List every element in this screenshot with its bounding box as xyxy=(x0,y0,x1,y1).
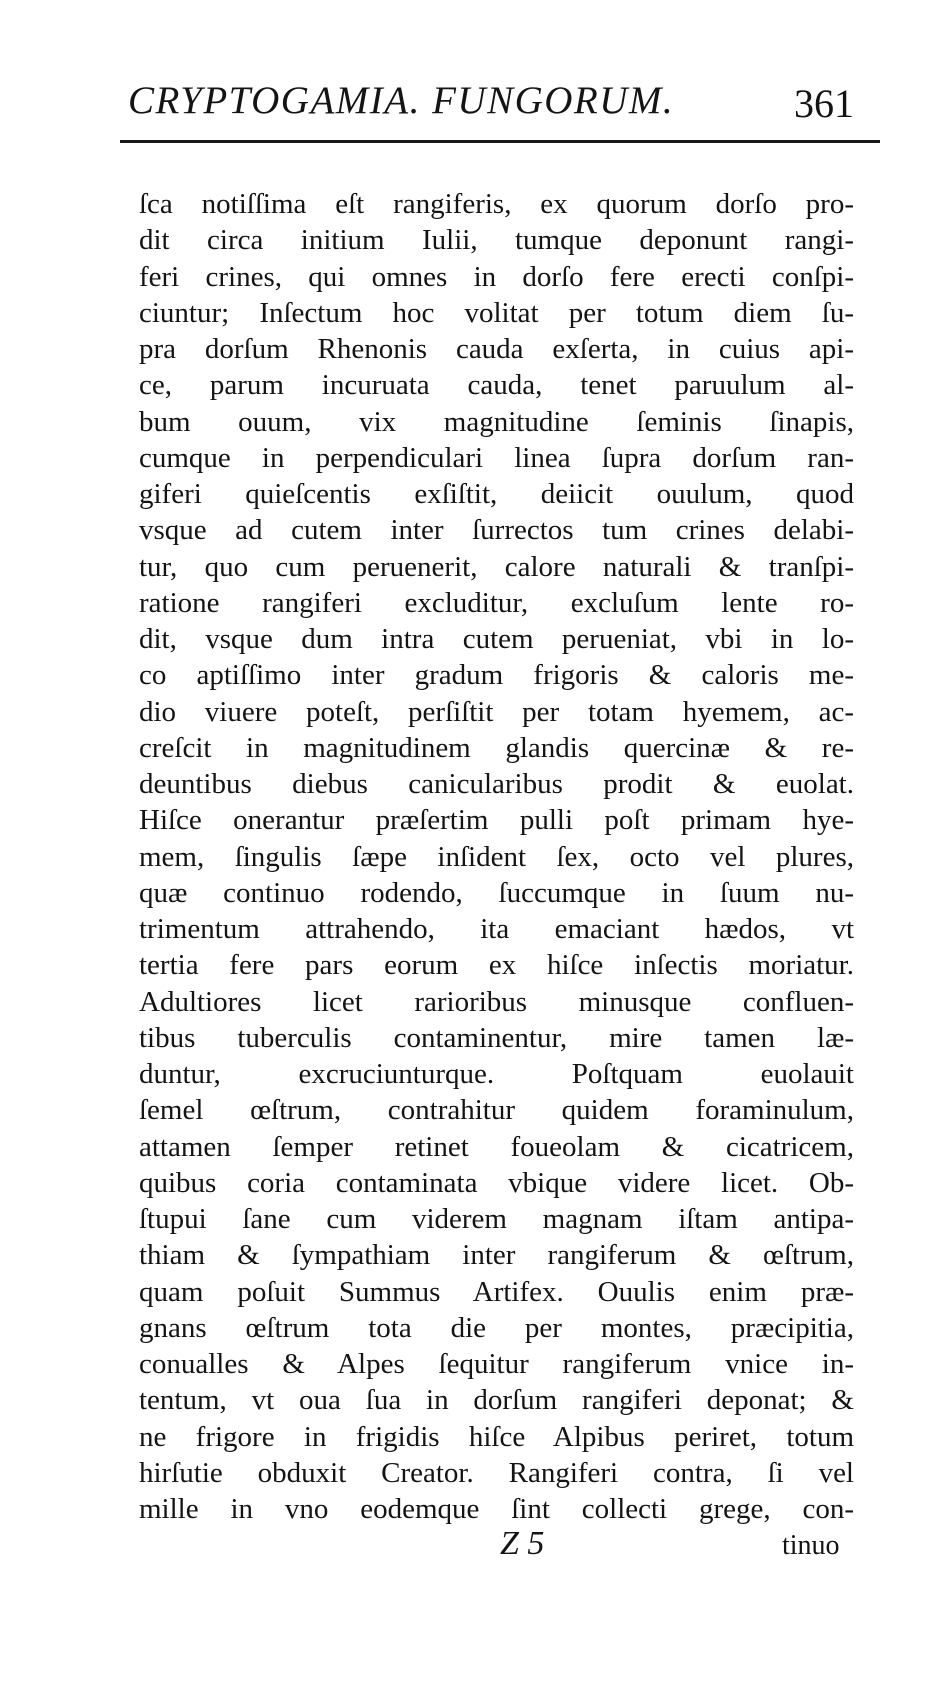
text-line: cumque in perpendiculari linea ſupra dorſum ran- xyxy=(139,441,854,474)
text-line: feri crines, qui omnes in dorſo fere erecti conſpi- xyxy=(139,260,854,293)
text-line: ciuntur; Inſectum hoc volitat per totum diem ſu- xyxy=(139,296,854,329)
signature-mark: Z 5 xyxy=(500,1525,545,1562)
text-line: tur, quo cum peruenerit, calore naturali & tranſpi- xyxy=(139,550,854,583)
text-line: ſemel œſtrum, contrahitur quidem foraminulum, xyxy=(139,1094,854,1127)
text-line: deuntibus diebus canicularibus prodit & euolat. xyxy=(139,768,854,800)
text-line: thiam & ſympathiam inter rangiferum & œſtrum, xyxy=(139,1239,854,1272)
text-line: ratione rangiferi excluditur, excluſum lente ro- xyxy=(139,586,854,619)
text-line: attamen ſemper retinet foueolam & cicatricem, xyxy=(139,1130,854,1163)
catchword: tinuo xyxy=(782,1530,840,1561)
text-line: gnans œſtrum tota die per montes, præcipitia, xyxy=(139,1311,854,1344)
text-line: dio viuere poteſt, perſiſtit per totam hyemem, ac- xyxy=(139,695,854,728)
text-line: Hiſce onerantur præſertim pulli poſt primam hye- xyxy=(139,804,854,837)
text-line: quibus coria contaminata vbique videre licet. Ob- xyxy=(139,1166,854,1199)
text-line: ce, parum incuruata cauda, tenet paruulum al- xyxy=(139,369,854,402)
text-line: pra dorſum Rhenonis cauda exſerta, in cuius api- xyxy=(139,333,854,365)
text-line: bum ouum, vix magnitudine ſeminis ſinapis, xyxy=(139,405,854,438)
text-line: mem, ſingulis ſæpe inſident ſex, octo vel plures, xyxy=(139,840,854,873)
running-title: CRYPTOGAMIA. FUNGORUM. xyxy=(128,79,675,122)
text-line: duntur, excruciunturque. Poſtquam euolauit xyxy=(139,1058,854,1090)
page-header xyxy=(120,78,860,130)
body-text xyxy=(139,186,854,1527)
text-line: ſca notiſſima eſt rangiferis, ex quorum dorſo pro- xyxy=(139,188,854,220)
text-line: ſtupui ſane cum viderem magnam iſtam antipa- xyxy=(139,1203,854,1235)
text-line: hirſutie obduxit Creator. Rangiferi contra, ſi vel xyxy=(139,1456,854,1489)
text-line: creſcit in magnitudinem glandis quercinæ & re- xyxy=(139,731,854,764)
text-line: trimentum attrahendo, ita emaciant hædos, vt xyxy=(139,913,854,945)
text-line: vsque ad cutem inter ſurrectos tum crines delabi- xyxy=(139,514,854,547)
text-line: co aptiſſimo inter gradum frigoris & caloris me- xyxy=(139,659,854,692)
text-line: conualles & Alpes ſequitur rangiferum vnice in- xyxy=(139,1348,854,1380)
page-number: 361 xyxy=(794,81,854,126)
text-line: dit, vsque dum intra cutem perueniat, vbi in lo- xyxy=(139,623,854,655)
text-line: quam poſuit Summus Artifex. Ouulis enim præ- xyxy=(139,1275,854,1308)
text-line: ne frigore in frigidis hiſce Alpibus periret, totum xyxy=(139,1420,854,1453)
header-rule xyxy=(120,140,880,143)
text-line: quæ continuo rodendo, ſuccumque in ſuum nu- xyxy=(139,876,854,909)
text-line: tibus tuberculis contaminentur, mire tamen læ- xyxy=(139,1021,854,1054)
text-line: tentum, vt oua ſua in dorſum rangiferi deponat; & xyxy=(139,1384,854,1417)
text-line: Adultiores licet rarioribus minusque confluen- xyxy=(139,985,854,1018)
text-line: giferi quieſcentis exſiſtit, deiicit ouulum, quod xyxy=(139,478,854,510)
text-line: mille in vno eodemque ſint collecti grege, con- xyxy=(139,1493,854,1525)
text-line: tertia fere pars eorum ex hiſce inſectis moriatur. xyxy=(139,949,854,982)
text-line: dit circa initium Iulii, tumque deponunt rangi- xyxy=(139,224,854,257)
